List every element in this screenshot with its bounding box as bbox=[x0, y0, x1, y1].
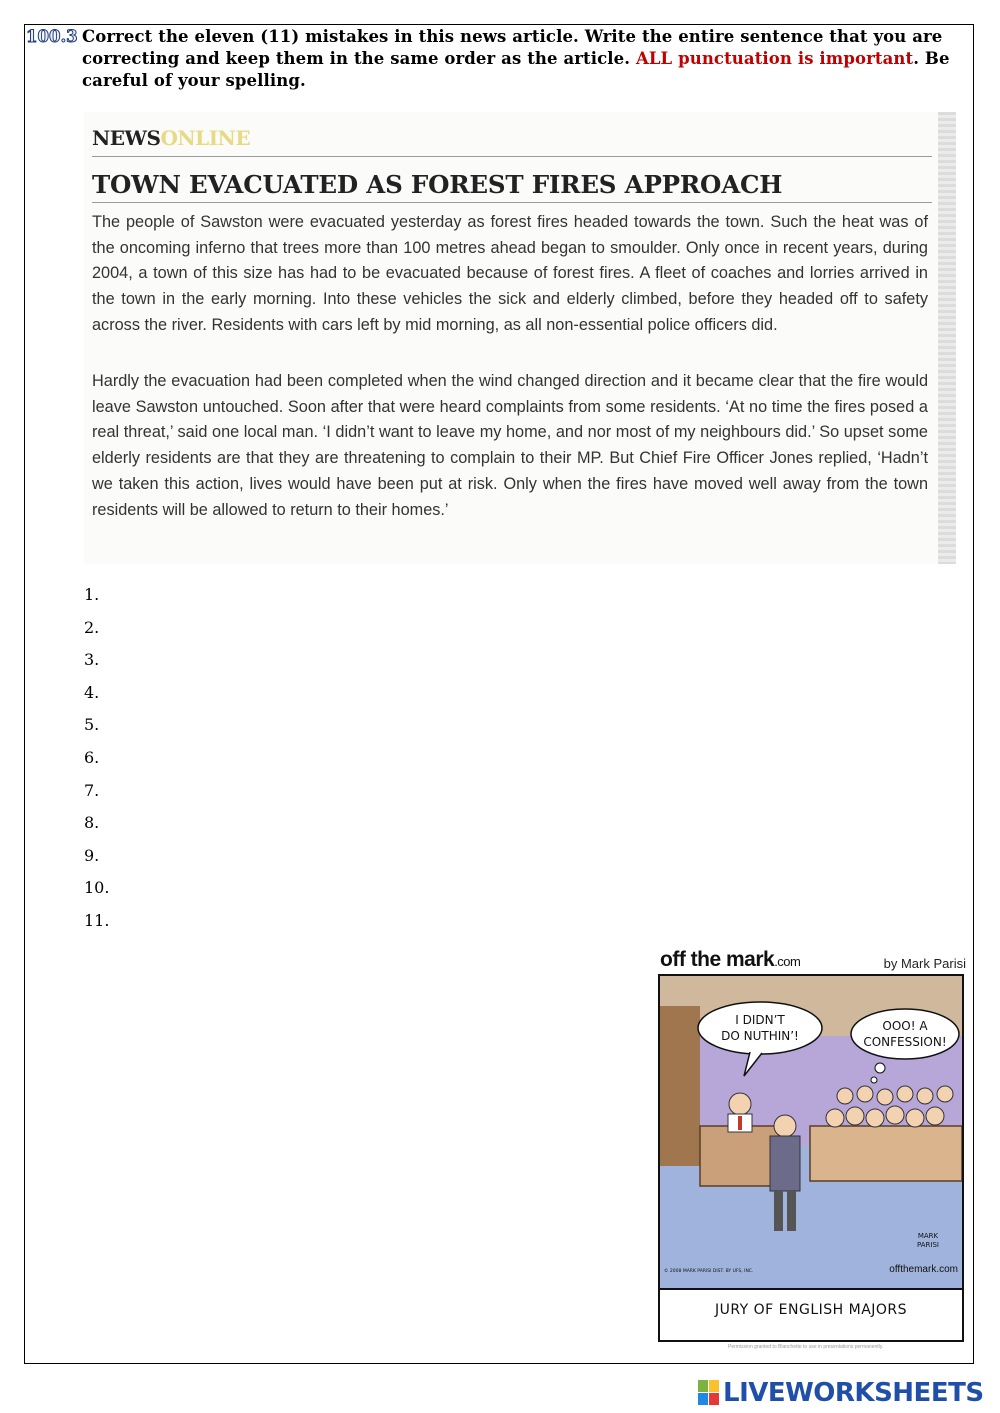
scan-edge bbox=[938, 112, 956, 564]
brand-online: ONLINE bbox=[160, 126, 251, 150]
answer-number: 7. bbox=[84, 780, 100, 800]
answer-number: 10. bbox=[84, 878, 110, 898]
instruction-text-end: . Be careful of your spelling. bbox=[82, 49, 950, 90]
answer-number: 1. bbox=[84, 585, 100, 604]
witness-box bbox=[700, 1126, 780, 1186]
answer-number: 8. bbox=[84, 813, 100, 833]
answer-number: 4. bbox=[84, 682, 100, 702]
cartoon-caption: JURY OF ENGLISH MAJORS bbox=[714, 1302, 908, 1318]
instruction-text: Correct the eleven (11) mistakes in this news article. Write the entire sentence that you are correcting and keep them in the same order as the article. bbox=[82, 27, 943, 68]
answer-number: 6. bbox=[84, 747, 100, 767]
jury-box bbox=[810, 1126, 962, 1181]
answer-line[interactable] bbox=[84, 844, 109, 877]
bubble-left-line2: DO NUTHIN’! bbox=[721, 1029, 799, 1043]
artist-signature-line2: PARISI bbox=[917, 1241, 939, 1249]
cartoon-brand bbox=[660, 948, 800, 972]
speech-bubble-left bbox=[698, 1002, 822, 1054]
cartoon-permission: Permission granted to Blanchette to use in presentations permanently. bbox=[728, 1344, 884, 1350]
answer-line[interactable] bbox=[84, 713, 109, 746]
thought-bubble-right bbox=[851, 1009, 959, 1059]
cartoon bbox=[658, 948, 966, 1354]
courtroom-illustration bbox=[660, 976, 962, 1288]
article-paragraph-2: Hardly the evacuation had been completed when the wind changed direction and it became clear that the fire would leave Sawston untouched. Soon after that were heard complaints from some residents. ‘At no time the fires posed a real threat,’ said one local man. ‘I didn’t want to leave my home, and nor most of my neighbours did.’ So upset some elderly residents are that they are threatening to complain to their MP. But Chief Fire Officer Jones replied, ‘Hadn’t we taken this action, lives would have been put at risk. Only when the fires have moved well away from the town residents will be allowed to return to their homes.’ bbox=[92, 372, 928, 519]
liveworksheets-wordmark: LIVEWORKSHEETS bbox=[723, 1378, 984, 1408]
answer-number: 11. bbox=[84, 910, 110, 930]
liveworksheets-icon bbox=[698, 1380, 720, 1406]
instructions bbox=[82, 26, 962, 92]
cartoon-byline: by Mark Parisi bbox=[883, 956, 966, 971]
answer-line[interactable] bbox=[84, 746, 109, 779]
question-number: 100.3 bbox=[26, 27, 78, 46]
answer-line[interactable] bbox=[84, 811, 109, 844]
bubble-left-line1: I DIDN’T bbox=[735, 1013, 785, 1027]
cartoon-brand-suffix: .com bbox=[774, 954, 801, 969]
article-paragraph-1: The people of Sawston were evacuated yesterday as forest fires headed towards the town. Such the heat was of the oncoming inferno that trees more than 100 metres ahead began to smoulder. Only once in recent years, during 2004, a town of this size has had to be evacuated because of forest fires. A fleet of coaches and lorries arrived in the town in the early morning. Into these vehicles the sick and elderly climbed, before they headed off to safety across the river. Residents with cars left by mid morning, as all non-essential police officers did. bbox=[92, 213, 928, 334]
answer-line[interactable] bbox=[84, 583, 109, 616]
answer-line[interactable] bbox=[84, 616, 109, 649]
cartoon-caption-box bbox=[658, 1288, 964, 1342]
cartoon-panel bbox=[658, 974, 964, 1290]
divider bbox=[92, 202, 932, 203]
answer-number: 3. bbox=[84, 650, 100, 670]
article-headline: TOWN EVACUATED AS FOREST FIRES APPROACH bbox=[92, 170, 783, 199]
cartoon-brand-name: off the mark bbox=[660, 948, 775, 971]
news-online-logo bbox=[92, 126, 250, 150]
answer-number: 9. bbox=[84, 845, 100, 865]
artist-signature-line1: MARK bbox=[917, 1232, 939, 1240]
bubble-right-line2: CONFESSION! bbox=[863, 1035, 947, 1049]
instruction-highlight: ALL punctuation is important bbox=[635, 49, 914, 68]
brand-news: NEWS bbox=[92, 126, 161, 150]
answer-list bbox=[84, 583, 109, 942]
divider bbox=[92, 156, 932, 157]
answer-line[interactable] bbox=[84, 876, 109, 909]
answer-line[interactable] bbox=[84, 681, 109, 714]
bubble-right-line1: OOO! A bbox=[882, 1019, 928, 1033]
answer-number: 2. bbox=[84, 617, 100, 637]
answer-line[interactable] bbox=[84, 909, 109, 942]
cartoon-copyright: © 2008 MARK PARISI DIST. BY UFS, INC. bbox=[664, 1269, 754, 1274]
answer-line[interactable] bbox=[84, 648, 109, 681]
witness-stand-panel bbox=[660, 1006, 700, 1166]
answer-number: 5. bbox=[84, 715, 100, 735]
answer-line[interactable] bbox=[84, 779, 109, 812]
cartoon-site: offthemark.com bbox=[889, 1264, 958, 1275]
news-article bbox=[84, 112, 956, 564]
